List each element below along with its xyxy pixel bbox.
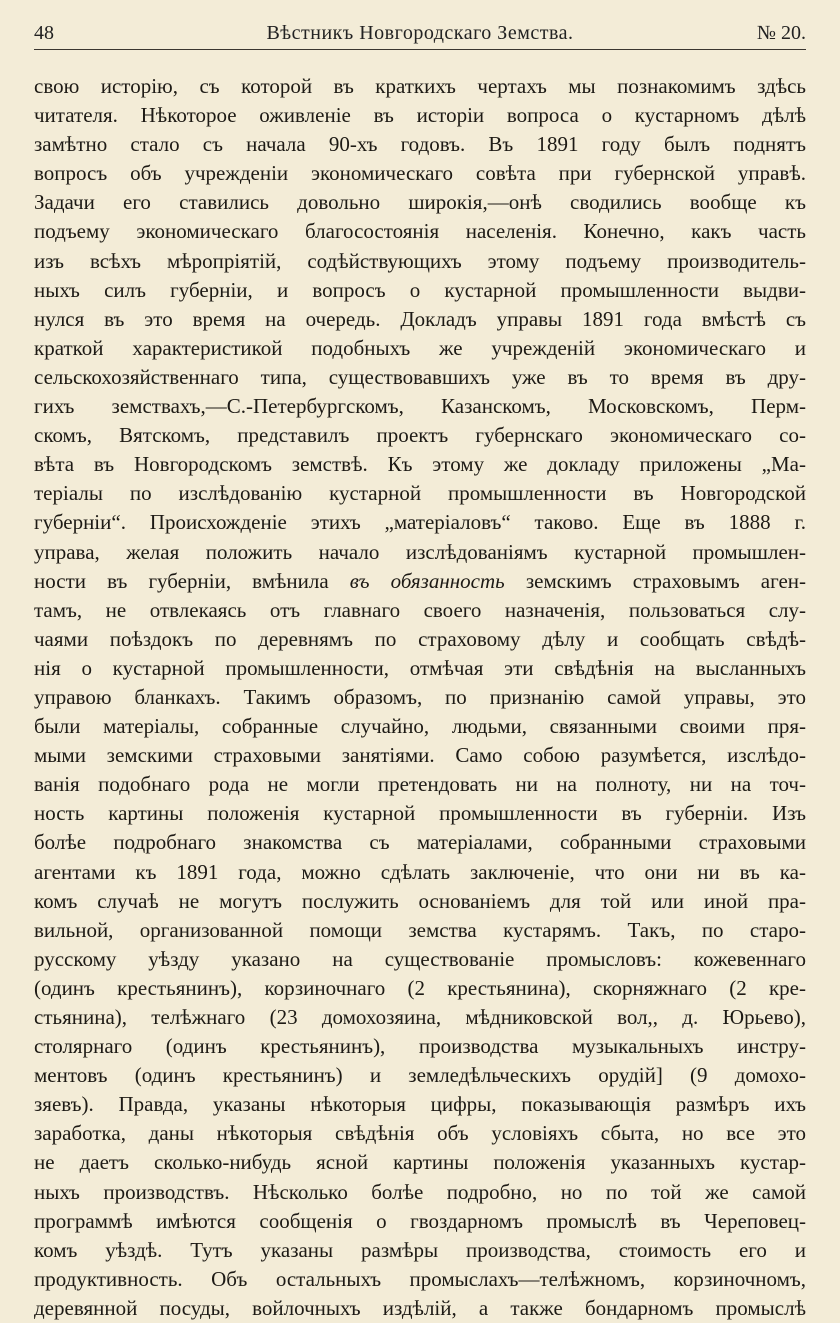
text-line: скомъ, Вятскомъ, представилъ проектъ губернскаго экономическаго со-: [34, 423, 806, 448]
issue-number: № 20.: [756, 22, 806, 44]
text-line: ванія подобнаго рода не могли претендовать ни на полноту, ни на точ-: [34, 772, 806, 797]
text-line: столярнаго (одинъ крестьянинъ), производства музыкальныхъ инстру-: [34, 1034, 806, 1059]
text-line: чаями поѣздокъ по деревнямъ по страховому дѣлу и сообщать свѣдѣ-: [34, 626, 806, 651]
text-line: мыми земскими страховыми занятіями. Само собою разумѣется, изслѣдо-: [34, 743, 806, 768]
text-line: гихъ земствахъ,—С.-Петербургскомъ, Казанскомъ, Московскомъ, Перм-: [34, 394, 806, 419]
text-line: замѣтно стало съ начала 90-хъ годовъ. Въ 1891 году былъ поднятъ: [34, 132, 806, 157]
text-line: болѣе подробнаго знакомства съ матеріалами, собранными страховыми: [34, 830, 806, 855]
text-segment: ности въ губерніи, вмѣнила: [34, 568, 350, 593]
text-line: стьянина), телѣжнаго (23 домохозяина, мѣдниковской вол,, д. Юрьево),: [34, 1005, 806, 1029]
text-line: изъ всѣхъ мѣропріятій, содѣйствующихъ этому подъему производитель-: [34, 248, 806, 273]
text-line: вильной, организованной помощи земства кустарямъ. Такъ, по старо-: [34, 917, 806, 942]
text-line: продуктивность. Объ остальныхъ промыслахъ—телѣжномъ, корзиночномъ,: [34, 1266, 806, 1291]
text-line: русскому уѣзду указано на существованіе промысловъ: кожевеннаго: [34, 946, 806, 971]
text-segment: земскимъ страховымъ аген-: [504, 568, 806, 593]
text-line: читателя. Нѣкоторое оживленіе въ исторіи вопроса о кустарномъ дѣлѣ: [34, 103, 806, 128]
text-line: нія о кустарной промышленности, отмѣчая эти свѣдѣнія на высланныхъ: [34, 655, 806, 680]
text-line: комъ случаѣ не могутъ послужить основаніемъ для той или иной пра-: [34, 888, 806, 913]
text-line: вѣта въ Новгородскомъ земствѣ. Къ этому же докладу приложены „Ма-: [34, 452, 806, 477]
text-line: вопросъ объ учрежденіи экономическаго совѣта при губернской управѣ.: [34, 161, 806, 186]
page-header: [34, 18, 806, 48]
text-line: краткой характеристикой подобныхъ же учрежденій экономическаго и: [34, 335, 806, 360]
header-rule: [34, 49, 806, 50]
text-line: были матеріалы, собранные случайно, людьми, связанными своими пря-: [34, 714, 806, 739]
page-number: 48: [34, 22, 54, 44]
text-line: ныхъ силъ губерніи, и вопросъ о кустарной промышленности выдви-: [34, 277, 806, 302]
text-line: Задачи его ставились довольно широкія,—онѣ сводились вообще къ: [34, 190, 806, 215]
text-line: комъ уѣздѣ. Тутъ указаны размѣры производства, стоимость его и: [34, 1237, 806, 1262]
text-line: ность картины положенія кустарной промышленности въ губерніи. Изъ: [34, 801, 806, 826]
text-line: заработка, даны нѣкоторыя свѣдѣнія объ условіяхъ сбыта, но все это: [34, 1121, 806, 1146]
text-line: теріалы по изслѣдованію кустарной промышленности въ Новгородской: [34, 481, 806, 506]
text-line: ментовъ (одинъ крестьянинъ) и земледѣльческихъ орудій] (9 домохо-: [34, 1063, 806, 1088]
text-line: подъему экономическаго благосостоянія населенія. Конечно, какъ часть: [34, 219, 806, 244]
text-line: зяевъ). Правда, указаны нѣкоторыя цифры, показывающія размѣръ ихъ: [34, 1092, 806, 1117]
text-line: управою бланкахъ. Такимъ образомъ, по признанію самой управы, это: [34, 684, 806, 709]
text-line: нулся въ это время на очередь. Докладъ управы 1891 года вмѣстѣ съ: [34, 306, 806, 331]
italic-phrase: въ обязанность: [349, 568, 505, 593]
body-text: [34, 72, 806, 1323]
text-line: губерніи“. Происхожденіе этихъ „матеріаловъ“ таково. Еще въ 1888 г.: [34, 510, 806, 535]
text-line: управа, желая положить начало изслѣдованіямъ кустарной промышлен-: [34, 539, 806, 564]
text-line-with-italic: [34, 567, 806, 596]
text-line: тамъ, не отвлекаясь отъ главнаго своего назначенія, пользоваться слу-: [34, 597, 806, 622]
text-line: деревянной посуды, войлочныхъ издѣлій, а также бондарномъ промыслѣ: [34, 1295, 806, 1320]
running-title: Вѣстникъ Новгородскаго Земства.: [266, 22, 574, 44]
text-line: сельскохозяйственнаго типа, существовавшихъ уже въ то время въ дру-: [34, 364, 806, 389]
text-line: ныхъ производствъ. Нѣсколько болѣе подробно, но по той же самой: [34, 1179, 806, 1204]
text-line: не даетъ сколько-нибудь ясной картины положенія указанныхъ кустар-: [34, 1150, 806, 1175]
text-line: программѣ имѣются сообщенія о гвоздарномъ промыслѣ въ Череповец-: [34, 1208, 806, 1233]
text-line: агентами къ 1891 года, можно сдѣлать заключеніе, что они ни въ ка-: [34, 859, 806, 884]
text-line: свою исторію, съ которой въ краткихъ чертахъ мы познакомимъ здѣсь: [34, 74, 806, 98]
text-line: (одинъ крестьянинъ), корзиночнаго (2 крестьянина), скорняжнаго (2 кре-: [34, 975, 806, 1000]
